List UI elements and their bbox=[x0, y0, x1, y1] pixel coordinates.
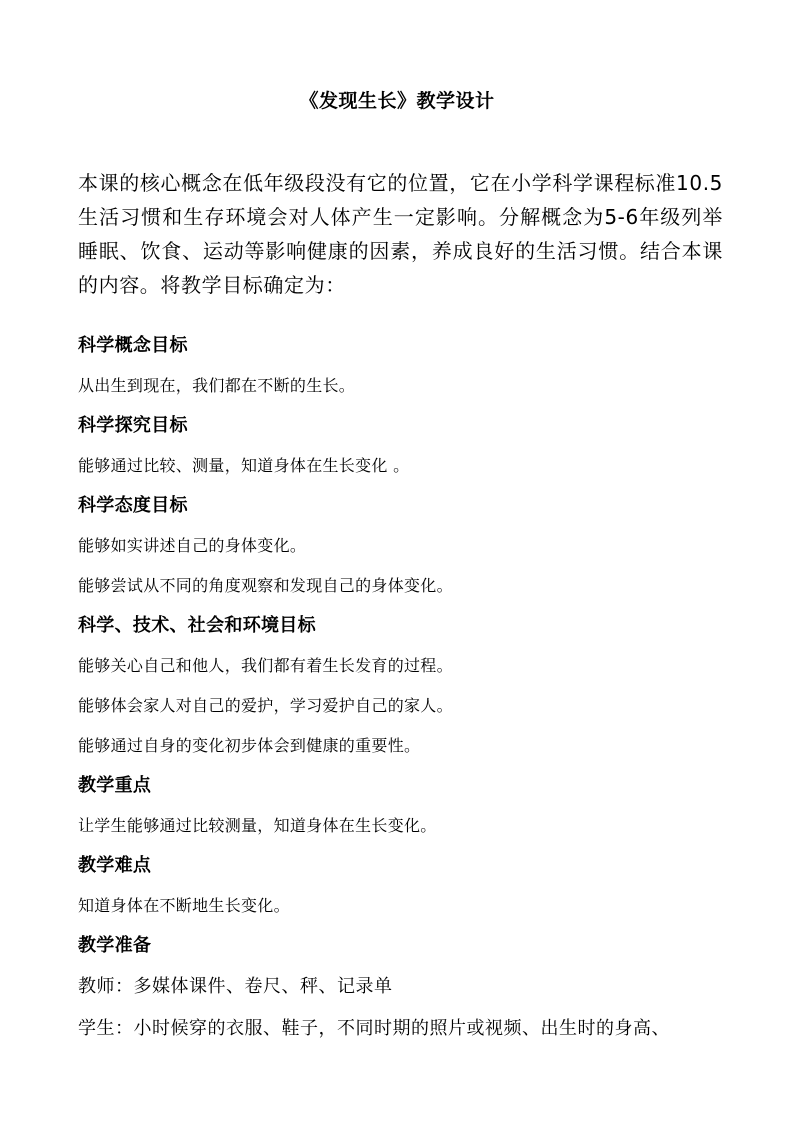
stse-goal-line-1: 能够关心自己和他人，我们都有着生长发育的过程。 bbox=[78, 656, 453, 675]
attitude-goal-line-1: 能够如实讲述自己的身体变化。 bbox=[78, 536, 307, 555]
preparation-student-line: 学生：小时候穿的衣服、鞋子，不同时期的照片或视频、出生时的身高、 bbox=[78, 1018, 670, 1039]
section-heading-stse: 科学、技术、社会和环境目标 bbox=[78, 615, 316, 636]
attitude-goal-line-2: 能够尝试从不同的角度观察和发现自己的身体变化。 bbox=[78, 576, 453, 595]
intro-paragraph: 本课的核心概念在低年级段没有它的位置，它在小学科学课程标准10.5生活习惯和生存环境会对人体产生一定影响。分解概念为5-6年级列举睡眠、饮食、运动等影响健康的因素，养成良好的生活习惯。结合本课的内容。将教学目标确定为： bbox=[78, 171, 723, 297]
difficulty-line: 知道身体在不断地生长变化。 bbox=[78, 896, 290, 915]
document-title: 《发现生长》教学设计 bbox=[299, 90, 495, 112]
stse-goal-line-3: 能够通过自身的变化初步体会到健康的重要性。 bbox=[78, 736, 421, 755]
section-heading-attitude: 科学态度目标 bbox=[78, 495, 188, 516]
inquiry-goal-line: 能够通过比较、测量，知道身体在生长变化 。 bbox=[78, 456, 410, 475]
preparation-teacher-line: 教师：多媒体课件、卷尺、秤、记录单 bbox=[78, 976, 393, 997]
key-point-line: 让学生能够通过比较测量，知道身体在生长变化。 bbox=[78, 816, 437, 835]
concept-goal-line: 从出生到现在，我们都在不断的生长。 bbox=[78, 376, 356, 395]
section-heading-preparation: 教学准备 bbox=[78, 935, 152, 956]
stse-goal-line-2: 能够体会家人对自己的爱护，学习爱护自己的家人。 bbox=[78, 696, 453, 715]
section-heading-concept: 科学概念目标 bbox=[78, 335, 188, 356]
section-heading-difficulty: 教学难点 bbox=[78, 855, 152, 876]
section-heading-inquiry: 科学探究目标 bbox=[78, 415, 188, 436]
section-heading-key-point: 教学重点 bbox=[78, 775, 152, 796]
